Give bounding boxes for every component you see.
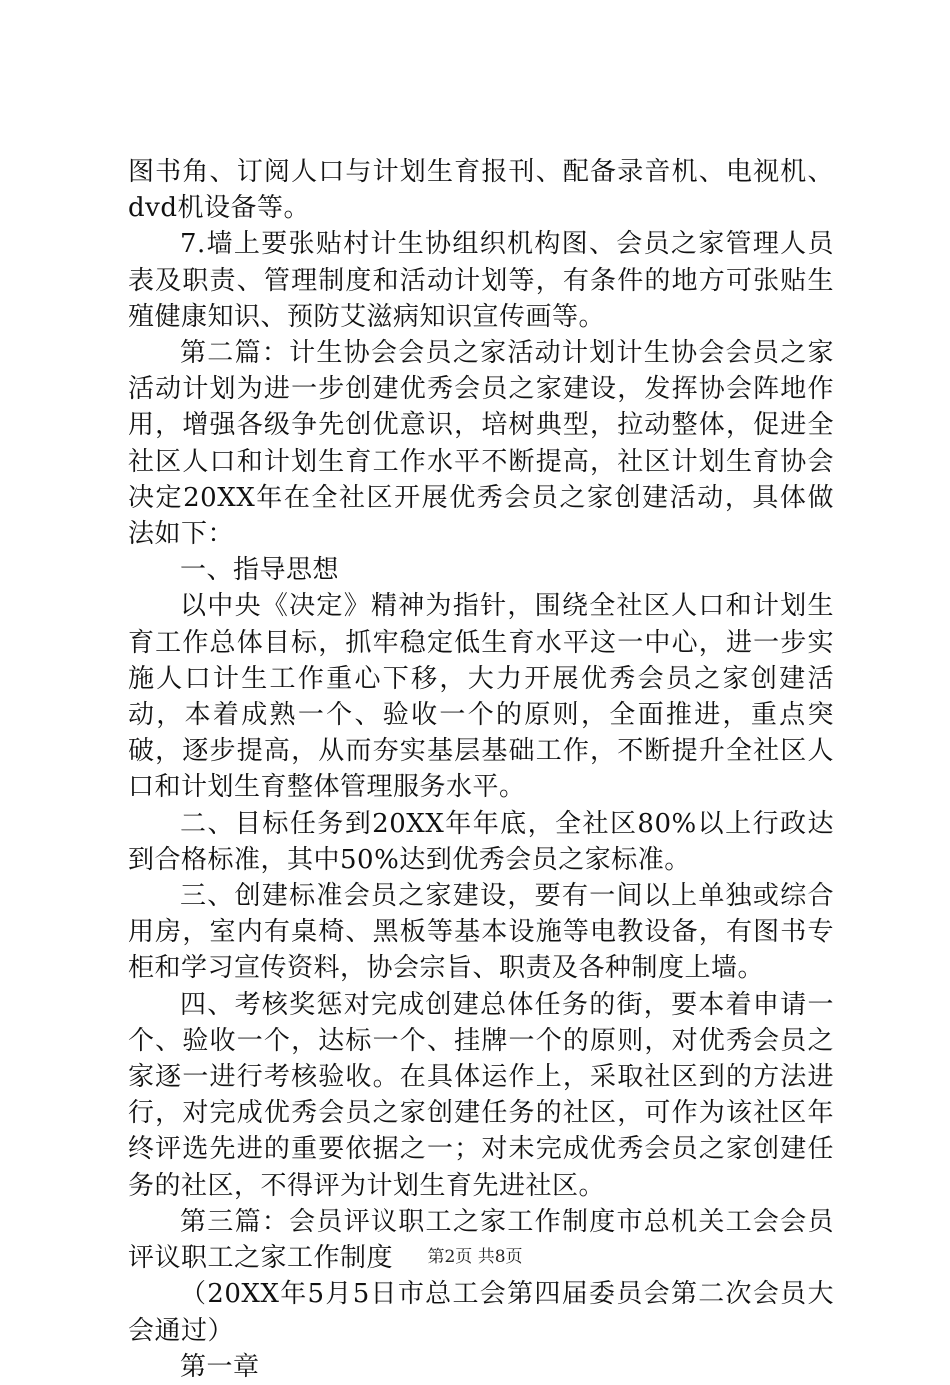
document-body <box>128 154 834 1385</box>
paragraph: 7.墙上要张贴村计生协组织机构图、会员之家管理人员表及职责、管理制度和活动计划等，有条件的地方可张贴生殖健康知识、预防艾滋病知识宣传画等。 <box>128 229 834 332</box>
paragraph: （20XX年5月5日市总工会第四届委员会第二次会员大会通过） <box>128 1279 834 1346</box>
page-number: 第2页 共8页 <box>427 1247 523 1267</box>
paragraph: 第三篇：会员评议职工之家工作制度市总机关工会会员评议职工之家工作制度 <box>128 1206 834 1274</box>
section-heading: 一、指导思想 <box>180 555 340 586</box>
paragraph: 三、创建标准会员之家建设，要有一间以上单独或综合用房，室内有桌椅、黑板等基本设施等电教设备，有图书专柜和学习宣传资料，协会宗旨、职责及各种制度上墙。 <box>128 881 834 984</box>
paragraph: 第二篇：计生协会会员之家活动计划计生协会会员之家活动计划为进一步创建优秀会员之家建设，发挥协会阵地作用，增强各级争先创优意识，培树典型，拉动整体，促进全社区人口和计划生育工作水平不断提高，社区计划生育协会决定20XX年在全社区开展优秀会员之家创建活动，具体做法如下： <box>128 338 834 550</box>
paragraph: 图书角、订阅人口与计划生育报刊、配备录音机、电视机、dvd机设备等。 <box>128 157 834 224</box>
paragraph: 二、目标任务到20XX年年底，全社区80%以上行政达到合格标准，其中50%达到优秀会员之家标准。 <box>128 808 834 875</box>
paragraph: 四、考核奖惩对完成创建总体任务的街，要本着申请一个、验收一个，达标一个、挂牌一个的原则，对优秀会员之家逐一进行考核验收。在具体运作上，采取社区到的方法进行，对完成优秀会员之家创建任务的社区，可作为该社区年终评选先进的重要依据之一；对未完成优秀会员之家创建任务的社区，不得评为计划生育先进社区。 <box>128 989 834 1201</box>
chapter-heading: 第一章 <box>180 1351 260 1382</box>
paragraph: 以中央《决定》精神为指针，围绕全社区人口和计划生育工作总体目标，抓牢稳定低生育水平这一中心，进一步实施人口计生工作重心下移，大力开展优秀会员之家创建活动，本着成熟一个、验收一个的原则，全面推进，重点突破，逐步提高，从而夯实基层基础工作，不断提升全社区人口和计划生育整体管理服务水平。 <box>128 591 834 803</box>
